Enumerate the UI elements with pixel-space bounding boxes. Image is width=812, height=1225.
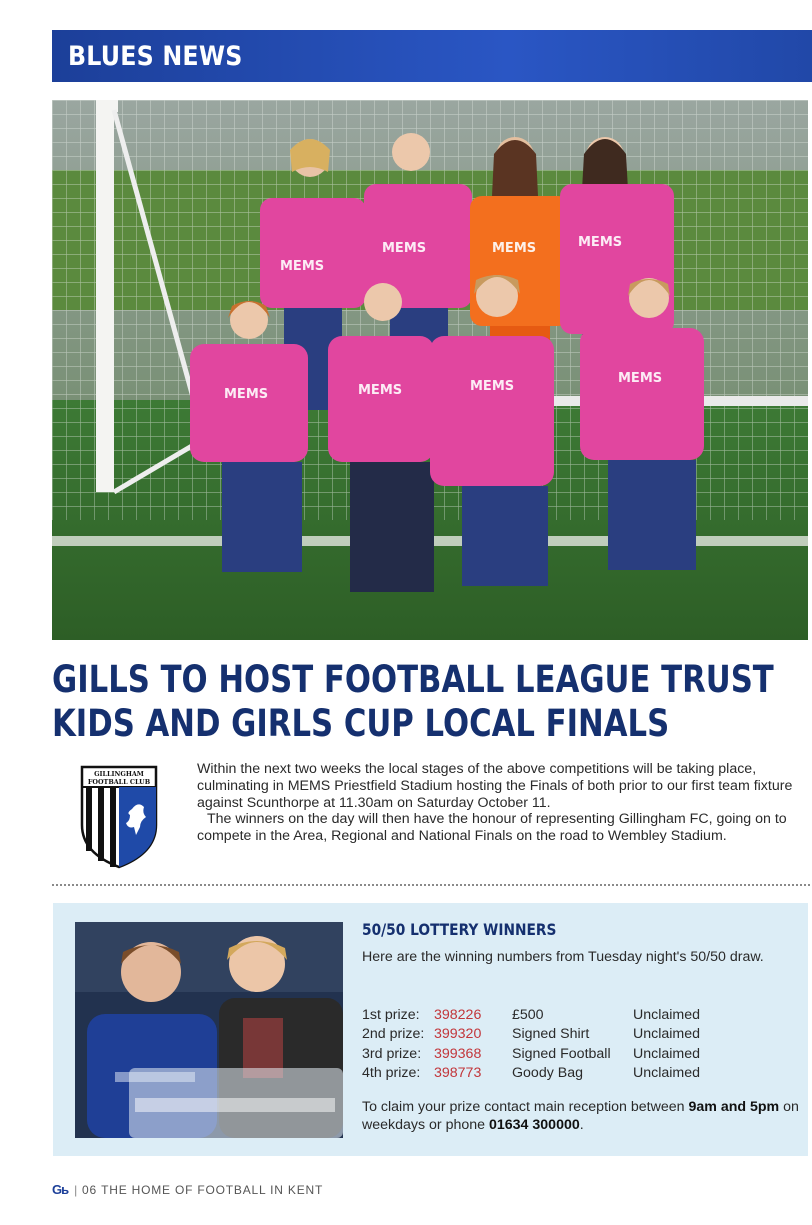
footer-separator: | (74, 1182, 79, 1197)
prize-reward: Signed Football (512, 1045, 611, 1062)
page-footer (52, 1182, 323, 1197)
svg-text:MEMS: MEMS (358, 383, 403, 398)
svg-text:MEMS: MEMS (224, 387, 269, 402)
claim-prefix: To claim your prize contact main reception between (362, 1099, 685, 1115)
claim-middle: on weekdays or phone (362, 1099, 799, 1133)
prize-status: Unclaimed (633, 1026, 701, 1043)
lottery-intro: Here are the winning numbers from Tuesday night's 50/50 draw. (362, 949, 764, 965)
svg-text:MEMS: MEMS (618, 371, 663, 386)
section-title: BLUES NEWS (68, 40, 243, 72)
lottery-photo (75, 922, 343, 1138)
prize-table (362, 1005, 700, 1083)
article-paragraph-2: The winners on the day will then have the honour of representing Gillingham FC, going on to compete in the Area, Regional and National Finals on the road to Wembley Stadium. (197, 811, 787, 845)
club-logo-icon: Gь (52, 1182, 69, 1197)
hero-photo (52, 100, 808, 640)
page-number: 06 (82, 1182, 97, 1197)
article-headline (52, 658, 774, 746)
prize-reward: Signed Shirt (512, 1026, 590, 1043)
prize-place: 1st prize: (362, 1006, 420, 1023)
svg-text:MEMS: MEMS (470, 379, 515, 394)
section-banner (52, 30, 812, 82)
claim-suffix: . (579, 1116, 584, 1133)
prize-place: 2nd prize: (362, 1026, 425, 1043)
footer-tagline: THE HOME OF FOOTBALL IN KENT (101, 1182, 324, 1197)
claim-phone: 01634 300000 (489, 1116, 580, 1133)
prize-number: 399368 (434, 1045, 482, 1062)
headline-line-2: KIDS AND GIRLS CUP LOCAL FINALS (52, 702, 670, 745)
svg-text:MEMS: MEMS (492, 241, 537, 256)
prize-number: 398773 (434, 1065, 482, 1082)
table-row (362, 1005, 700, 1025)
section-divider (52, 884, 810, 886)
headline-line-1: GILLS TO HOST FOOTBALL LEAGUE TRUST (52, 658, 774, 701)
svg-text:MEMS: MEMS (280, 259, 325, 274)
club-crest (80, 765, 158, 869)
claim-instructions (362, 1099, 802, 1134)
prize-reward: Goody Bag (512, 1065, 583, 1082)
team-photo-illustration (52, 100, 808, 640)
svg-text:MEMS: MEMS (578, 235, 623, 250)
table-row (362, 1044, 700, 1064)
svg-text:MEMS: MEMS (382, 241, 427, 256)
crest-text-2: FOOTBALL CLUB (87, 778, 151, 786)
lottery-title: 50/50 LOTTERY WINNERS (362, 920, 557, 939)
article-body (197, 761, 809, 845)
table-row (362, 1025, 700, 1045)
lottery-panel (53, 903, 808, 1156)
prize-status: Unclaimed (633, 1006, 701, 1023)
prize-place: 3rd prize: (362, 1045, 422, 1062)
prize-number: 398226 (434, 1006, 482, 1023)
table-row (362, 1064, 700, 1084)
prize-place: 4th prize: (362, 1065, 421, 1082)
prize-reward: £500 (512, 1006, 544, 1023)
article-paragraph-1: Within the next two weeks the local stages of the above competitions will be taking place, culminating in MEMS Priestfield Stadium hosting the Finals of both prior to our first team fixture against Scunthorpe at 11.30am on Saturday October 11. (197, 761, 793, 811)
prize-number: 399320 (434, 1026, 482, 1043)
crest-text-1: GILLINGHAM (94, 770, 144, 778)
prize-status: Unclaimed (633, 1045, 701, 1062)
prize-status: Unclaimed (633, 1065, 701, 1082)
claim-hours: 9am and 5pm (688, 1099, 780, 1115)
